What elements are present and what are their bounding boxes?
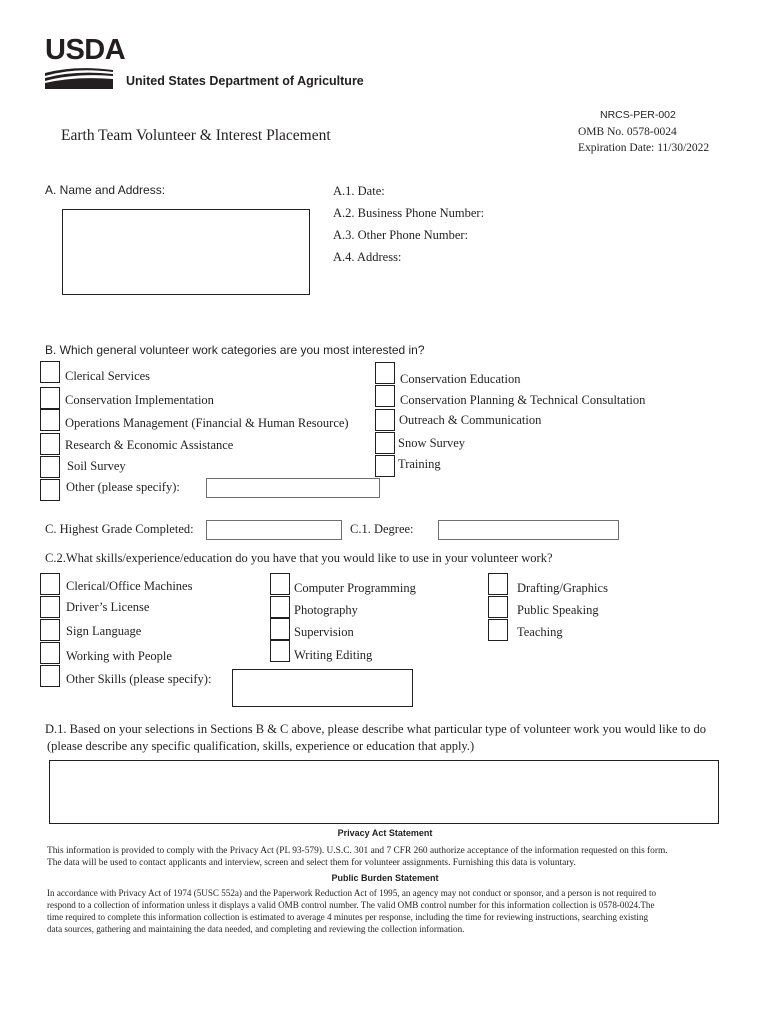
label-sign-language: Sign Language	[66, 624, 142, 638]
label-snow-survey: Snow Survey	[398, 436, 466, 450]
skills-question: C.2.What skills/experience/education do you have that you would like to use in your volunteer work?	[45, 551, 553, 565]
degree-input[interactable]	[438, 520, 619, 540]
label-operations-management: Operations Management (Financial & Human Resource)	[65, 416, 349, 430]
form-title: Earth Team Volunteer & Interest Placement	[61, 127, 331, 144]
public-burden-line2: respond to a collection of information unless it displays a valid OMB control number. The valid OMB control number for this information collection is 0578-0024.The	[47, 900, 655, 910]
address-label: A.4. Address:	[333, 250, 402, 264]
checkbox-clerical-office-machines[interactable]	[40, 573, 60, 595]
volunteer-work-description-field[interactable]	[49, 760, 719, 824]
privacy-act-line2: The data will be used to contact applicants and interview, screen and select them for volunteer assignments. Furnishing this data is voluntary.	[47, 858, 576, 868]
label-training: Training	[398, 457, 441, 471]
highest-grade-input[interactable]	[206, 520, 342, 540]
omb-number: OMB No. 0578-0024	[578, 126, 677, 138]
checkbox-conservation-education[interactable]	[375, 362, 395, 384]
label-other-category: Other (please specify):	[66, 480, 180, 494]
checkbox-outreach-communication[interactable]	[375, 409, 395, 431]
other-skills-input[interactable]	[232, 669, 413, 707]
privacy-act-title: Privacy Act Statement	[337, 828, 433, 838]
checkbox-drivers-license[interactable]	[40, 596, 60, 618]
other-category-input[interactable]	[206, 478, 380, 498]
label-other-skills: Other Skills (please specify):	[66, 672, 212, 686]
label-conservation-planning: Conservation Planning & Technical Consultation	[400, 393, 646, 407]
section-d-question-line1: D.1. Based on your selections in Sections B & C above, please describe what particular type of volunteer work you would like to do	[45, 722, 706, 736]
label-outreach-communication: Outreach & Communication	[399, 413, 542, 427]
label-conservation-implementation: Conservation Implementation	[65, 393, 214, 407]
checkbox-research-economic[interactable]	[40, 433, 60, 455]
checkbox-conservation-implementation[interactable]	[40, 387, 60, 409]
checkbox-training[interactable]	[375, 455, 395, 477]
section-b-question: B. Which general volunteer work categories are you most interested in?	[45, 343, 425, 357]
public-burden-title: Public Burden Statement	[331, 873, 439, 883]
label-conservation-education: Conservation Education	[400, 372, 521, 386]
degree-label: C.1. Degree:	[350, 522, 414, 536]
label-writing-editing: Writing Editing	[294, 648, 373, 662]
name-address-label: A. Name and Address:	[45, 183, 166, 197]
date-label: A.1. Date:	[333, 184, 385, 198]
agency-name: United States Department of Agriculture	[126, 74, 364, 88]
expiration-date: Expiration Date: 11/30/2022	[578, 142, 710, 154]
label-soil-survey: Soil Survey	[67, 459, 126, 473]
label-drivers-license: Driver’s License	[66, 600, 150, 614]
checkbox-computer-programming[interactable]	[270, 573, 290, 595]
label-public-speaking: Public Speaking	[517, 603, 599, 617]
privacy-act-line1: This information is provided to comply with the Privacy Act (PL 93-579). U.S.C. 301 and 7 CFR 260 authorize acceptance of the information requested on this form.	[47, 846, 668, 856]
checkbox-other-category[interactable]	[40, 479, 60, 501]
checkbox-photography[interactable]	[270, 596, 290, 618]
checkbox-writing-editing[interactable]	[270, 640, 290, 662]
label-drafting-graphics: Drafting/Graphics	[517, 581, 608, 595]
checkbox-supervision[interactable]	[270, 618, 290, 640]
public-burden-line3: time required to complete this information collection is estimated to average 4 minutes per response, including the time for reviewing instructions, searching existing	[47, 912, 649, 922]
public-burden-line1: In accordance with Privacy Act of 1974 (5USC 552a) and the Paperwork Reduction Act of 1995, an agency may not conduct or sponsor, and a person is not required to	[47, 888, 657, 898]
label-clerical-office-machines: Clerical/Office Machines	[66, 579, 193, 593]
checkbox-sign-language[interactable]	[40, 619, 60, 641]
checkbox-drafting-graphics[interactable]	[488, 573, 508, 595]
checkbox-conservation-planning[interactable]	[375, 385, 395, 407]
form-number: NRCS-PER-002	[600, 109, 676, 121]
checkbox-soil-survey[interactable]	[40, 456, 60, 478]
label-teaching: Teaching	[517, 625, 563, 639]
other-phone-label: A.3. Other Phone Number:	[333, 228, 469, 242]
label-working-with-people: Working with People	[66, 649, 172, 663]
public-burden-line4: data sources, gathering and maintaining the data needed, and completing and reviewing the collection information.	[47, 924, 465, 934]
checkbox-teaching[interactable]	[488, 619, 508, 641]
usda-logo-text: USDA	[45, 34, 126, 66]
checkbox-other-skills[interactable]	[40, 665, 60, 687]
checkbox-clerical-services[interactable]	[40, 361, 60, 383]
checkbox-public-speaking[interactable]	[488, 596, 508, 618]
label-clerical-services: Clerical Services	[65, 369, 151, 383]
usda-logo	[45, 34, 126, 90]
highest-grade-label: C. Highest Grade Completed:	[45, 522, 194, 536]
checkbox-snow-survey[interactable]	[375, 432, 395, 454]
business-phone-label: A.2. Business Phone Number:	[333, 206, 485, 220]
name-address-field[interactable]	[62, 209, 310, 295]
usda-logo-fields-icon	[45, 67, 115, 89]
section-d-question-line2: (please describe any specific qualification, skills, experience or education that apply.)	[47, 739, 475, 753]
label-supervision: Supervision	[294, 625, 354, 639]
checkbox-working-with-people[interactable]	[40, 642, 60, 664]
label-computer-programming: Computer Programming	[294, 581, 416, 595]
label-research-economic: Research & Economic Assistance	[65, 438, 234, 452]
label-photography: Photography	[294, 603, 358, 617]
checkbox-operations-management[interactable]	[40, 409, 60, 431]
